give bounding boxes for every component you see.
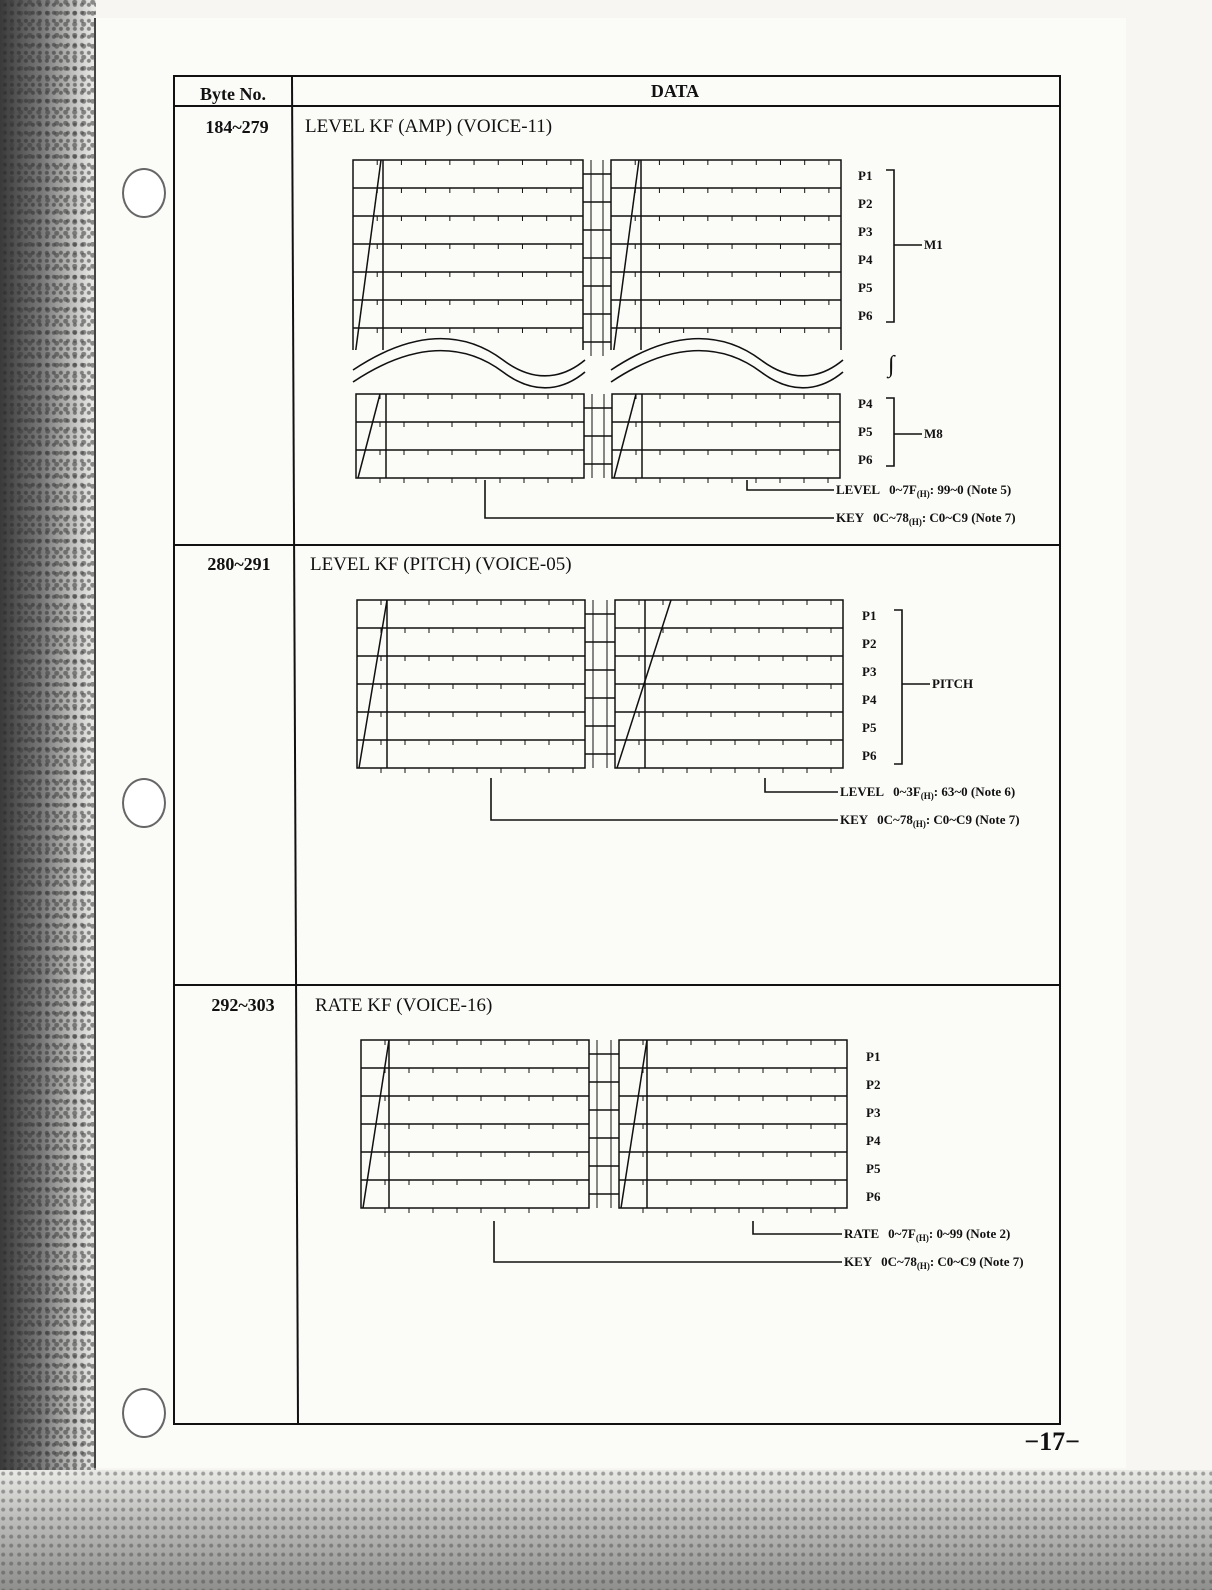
row-label: P5 <box>862 720 877 735</box>
key-note-2: KEY $0C\sim 78_{(H)}$: C0~C9 (Note 7) <box>840 812 1020 829</box>
byte-range-2: 280~291 <box>207 554 271 574</box>
grid-frame <box>353 160 583 356</box>
row-label: P5 <box>858 424 873 439</box>
row-label: P6 <box>866 1189 881 1204</box>
header-data: DATA <box>650 81 700 101</box>
row-label: P4 <box>858 252 873 267</box>
data-table <box>174 76 1060 1424</box>
section-rate-kf <box>211 995 1023 1271</box>
column-divider <box>292 76 298 1424</box>
bracket-m8 <box>886 398 922 466</box>
row-labels-1 <box>858 168 896 467</box>
level-note-2: LEVEL $0\sim 3F_{(H)}$: 63~0 (Note 6) <box>840 784 1016 801</box>
header-byte-no: Byte No. <box>200 84 266 104</box>
section-level-kf-pitch <box>207 554 1019 829</box>
curve-line <box>613 160 639 356</box>
row-label: P4 <box>866 1133 881 1148</box>
section-title-2: LEVEL KF (PITCH) (VOICE-05) <box>310 554 572 575</box>
row-labels-2 <box>862 608 877 763</box>
row-label: P2 <box>858 196 873 211</box>
break-mask <box>351 350 587 390</box>
row-label: P5 <box>866 1161 881 1176</box>
group-label-pitch: PITCH <box>932 676 974 691</box>
level-amp-grids <box>351 160 845 483</box>
table-border <box>174 76 1060 1424</box>
byte-range-1: 184~279 <box>205 117 269 137</box>
level-pitch-grids <box>357 600 843 773</box>
section-title-1: LEVEL KF (AMP) (VOICE-11) <box>305 116 553 137</box>
grid-frame <box>356 394 584 478</box>
row-label: P1 <box>866 1049 881 1064</box>
row-label: P3 <box>866 1105 881 1120</box>
rate-grids <box>361 1040 847 1213</box>
row-label: P6 <box>858 308 873 323</box>
row-label: P6 <box>862 748 877 763</box>
level-note-1: LEVEL $0\sim 7F_{(H)}$: 99~0 (Note 5) <box>836 482 1012 499</box>
group-label-m8: M8 <box>924 426 943 441</box>
row-label: P1 <box>862 608 877 623</box>
row-label: P4 <box>862 692 877 707</box>
row-label: P2 <box>862 636 877 651</box>
bracket-pitch <box>894 610 930 764</box>
grid-frame <box>611 160 841 356</box>
leader-lines-3 <box>494 1221 842 1262</box>
row-labels-3 <box>866 1049 881 1204</box>
grid-frame <box>612 394 840 478</box>
group-label-m1: M1 <box>924 237 943 252</box>
row-label: P1 <box>858 168 873 183</box>
curve-line <box>355 160 381 356</box>
break-mask <box>609 350 845 390</box>
curve-line <box>614 394 636 478</box>
byte-range-3: 292~303 <box>211 995 275 1015</box>
row-label: P3 <box>862 664 877 679</box>
rate-note-3: RATE $0\sim 7F_{(H)}$: 0~99 (Note 2) <box>844 1226 1011 1243</box>
curve-line <box>358 394 380 478</box>
page-number: −17− <box>1024 1427 1080 1456</box>
omission-mark: ∫ <box>888 352 895 378</box>
row-label: P2 <box>866 1077 881 1092</box>
key-note-3: KEY $0C\sim 78_{(H)}$: C0~C9 (Note 7) <box>844 1254 1024 1271</box>
row-label: P6 <box>858 452 873 467</box>
bracket-m1 <box>886 170 922 322</box>
row-label: P3 <box>858 224 873 239</box>
row-label: P4 <box>858 396 873 411</box>
key-note-1: KEY $0C\sim 78_{(H)}$: C0~C9 (Note 7) <box>836 510 1016 527</box>
section-level-kf-amp <box>205 116 1015 527</box>
leader-lines-1 <box>485 480 834 518</box>
row-label: P5 <box>858 280 873 295</box>
leader-lines-2 <box>491 778 838 820</box>
section-title-3: RATE KF (VOICE-16) <box>315 995 493 1016</box>
